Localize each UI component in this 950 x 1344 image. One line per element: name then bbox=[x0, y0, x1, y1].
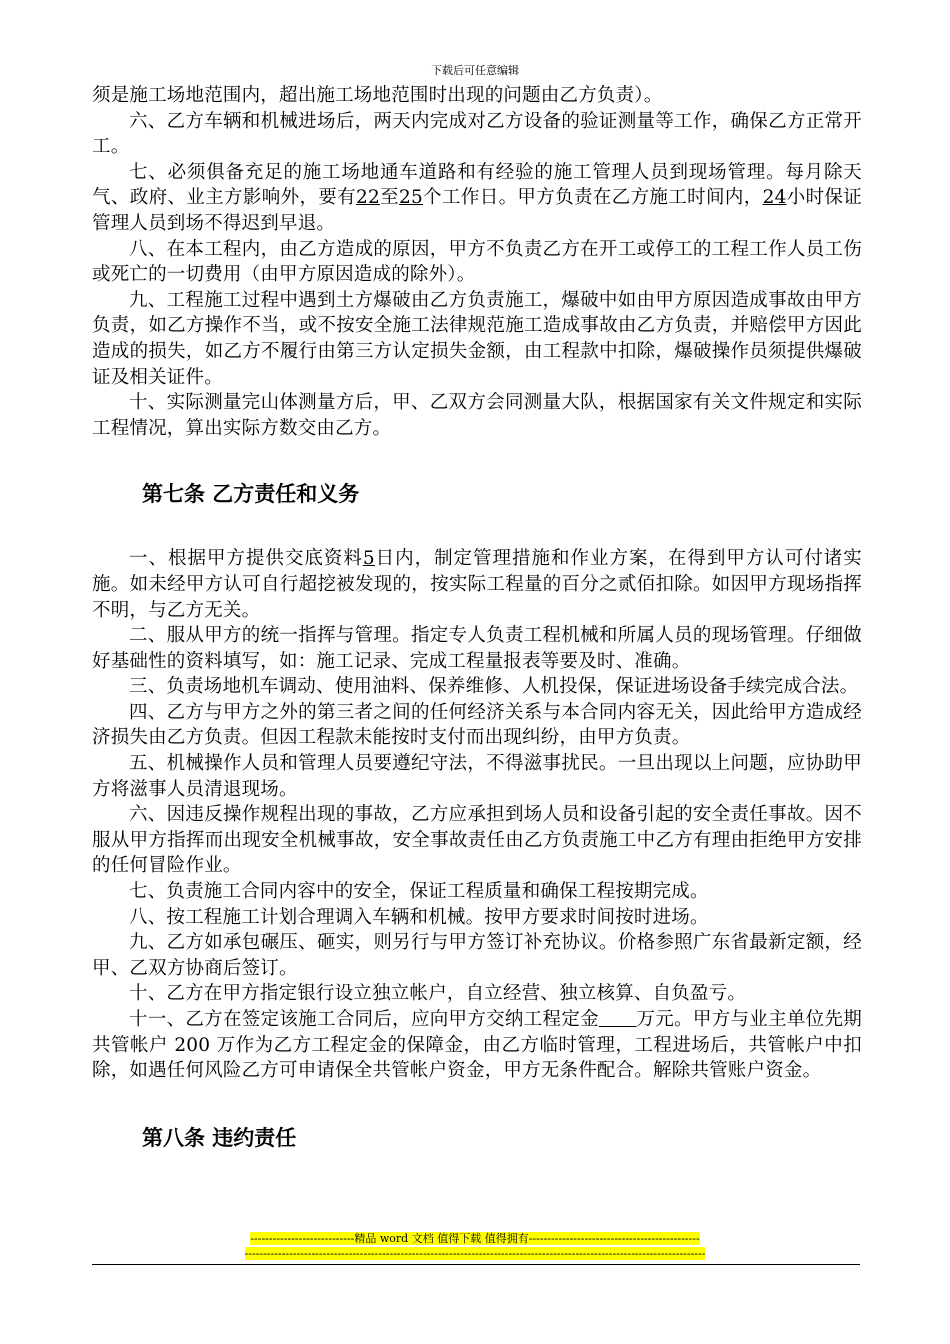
clause-text: 万元。甲方与业主单位先期共管帐户 200 万作为乙方工程定金的保障金，由乙方临时管理，工程进场后，共管帐户中扣除，如遇任何风险乙方可申请保全共管帐户资金，甲方无条件配合。解除共管账户资金。 bbox=[92, 1009, 862, 1082]
clause-7-4: 四、乙方与甲方之外的第三者之间的任何经济关系与本合同内容无关，因此给甲方造成经济损失由乙方负责。但因工程款未能按时支付而出现纠纷，由甲方负责。 bbox=[92, 701, 862, 749]
footer-banner-text: ----------------------------精品 word 文档 值得下载 值得拥有---------------------------------------------- bbox=[250, 1232, 700, 1245]
footer-dash-text: ---------------------------------------------------------------------------------------------------------------------------- bbox=[244, 1247, 706, 1260]
clause-7-1 bbox=[92, 546, 862, 623]
clause-text: 个工作日。甲方负责在乙方施工时间内， bbox=[422, 187, 763, 209]
clause-7-10: 十、乙方在甲方指定银行设立独立帐户，自立经营、独立核算、自负盈亏。 bbox=[129, 983, 747, 1005]
clause-text: 一、根据甲方提供交底资料 bbox=[129, 548, 363, 570]
clause-6-10: 十、实际测量完山体测量方后，甲、乙双方会同测量大队，根据国家有关文件规定和实际工程情况，算出实际方数交由乙方。 bbox=[92, 392, 862, 439]
deposit-blank bbox=[599, 1009, 637, 1030]
clause-text: 日内，制定管理措施和作业方案，在得到甲方认可付诸实施。如未经甲方认可自行超挖被发现的，按实际工程量的百分之贰佰扣除。如因甲方现场指挥不明，与乙方无关。 bbox=[92, 548, 862, 621]
clause-6-8: 八、在本工程内，由乙方造成的原因，甲方不负责乙方在开工或停工的工程工作人员工伤或死亡的一切费用（由甲方原因造成的除外）。 bbox=[92, 238, 862, 286]
clause-7-2: 二、服从甲方的统一指挥与管理。指定专人负责工程机械和所属人员的现场管理。仔细做好基础性的资料填写，如：施工记录、完成工程量报表等要及时、准确。 bbox=[92, 625, 862, 672]
clause-text: 七、必须俱备充足的施工场地通车道路和有经验的施工管理人员到现场管理。每月除天气、政府、业主方影响外，要有 bbox=[92, 161, 862, 209]
clause-text: 至 bbox=[379, 187, 400, 209]
footer-dash-line bbox=[0, 1247, 950, 1261]
article-7-heading: 第七条 乙方责任和义务 bbox=[142, 482, 360, 507]
clause-7-9: 九、乙方如承包碾压、砸实，则另行与甲方签订补充协议。价格参照广东省最新定额，经甲、乙双方协商后签订。 bbox=[92, 932, 862, 979]
paragraph-continued: 须是施工场地范围内，超出施工场地范围时出现的问题由乙方负责）。 bbox=[92, 85, 663, 106]
document-body bbox=[92, 83, 862, 1151]
working-days-max: 25 bbox=[399, 187, 423, 209]
footer-divider bbox=[92, 1264, 860, 1265]
article-8-heading: 第八条 违约责任 bbox=[142, 1125, 297, 1150]
clause-7-11 bbox=[92, 1007, 862, 1084]
clause-6-9: 九、工程施工过程中遇到土方爆破由乙方负责施工，爆破中如由甲方原因造成事故由甲方负责，如乙方操作不当，或不按安全施工法律规范施工造成事故由乙方负责，并赔偿甲方因此造成的损失，如乙方不履行由第三方认定损失金额，由工程款中扣除，爆破操作员须提供爆破证及相关证件。 bbox=[92, 289, 862, 388]
hours-value: 24 bbox=[762, 187, 787, 209]
clause-7-7: 七、负责施工合同内容中的安全，保证工程质量和确保工程按期完成。 bbox=[129, 881, 709, 903]
clause-7-3: 三、负责场地机车调动、使用油料、保养维修、人机投保，保证进场设备手续完成合法。 bbox=[129, 676, 859, 698]
working-days-min: 22 bbox=[356, 187, 380, 209]
clause-text: 十一、乙方在签定该施工合同后，应向甲方交纳工程定金 bbox=[129, 1009, 599, 1030]
clause-7-8: 八、按工程施工计划合理调入车辆和机械。按甲方要求时间按时进场。 bbox=[129, 906, 709, 928]
footer-banner bbox=[0, 1232, 950, 1246]
clause-6-7 bbox=[92, 160, 862, 237]
clause-7-6: 六、因违反操作规程出现的事故，乙方应承担到场人员和设备引起的安全责任事故。因不服从甲方指挥而出现安全机械事故，安全事故责任由乙方负责施工中乙方有理由拒绝甲方安排的任何冒险作业。 bbox=[92, 804, 862, 877]
header-note: 下载后可任意编辑 bbox=[431, 64, 519, 77]
clause-text: 小时保证管理人员到场不得迟到早退。 bbox=[92, 187, 862, 234]
days-value: 5 bbox=[362, 548, 375, 570]
clause-7-5: 五、机械操作人员和管理人员要遵纪守法，不得滋事扰民。一旦出现以上问题，应协助甲方将滋事人员清退现场。 bbox=[92, 753, 862, 800]
clause-6-6: 六、乙方车辆和机械进场后，两天内完成对乙方设备的验证测量等工作，确保乙方正常开工。 bbox=[92, 110, 862, 158]
